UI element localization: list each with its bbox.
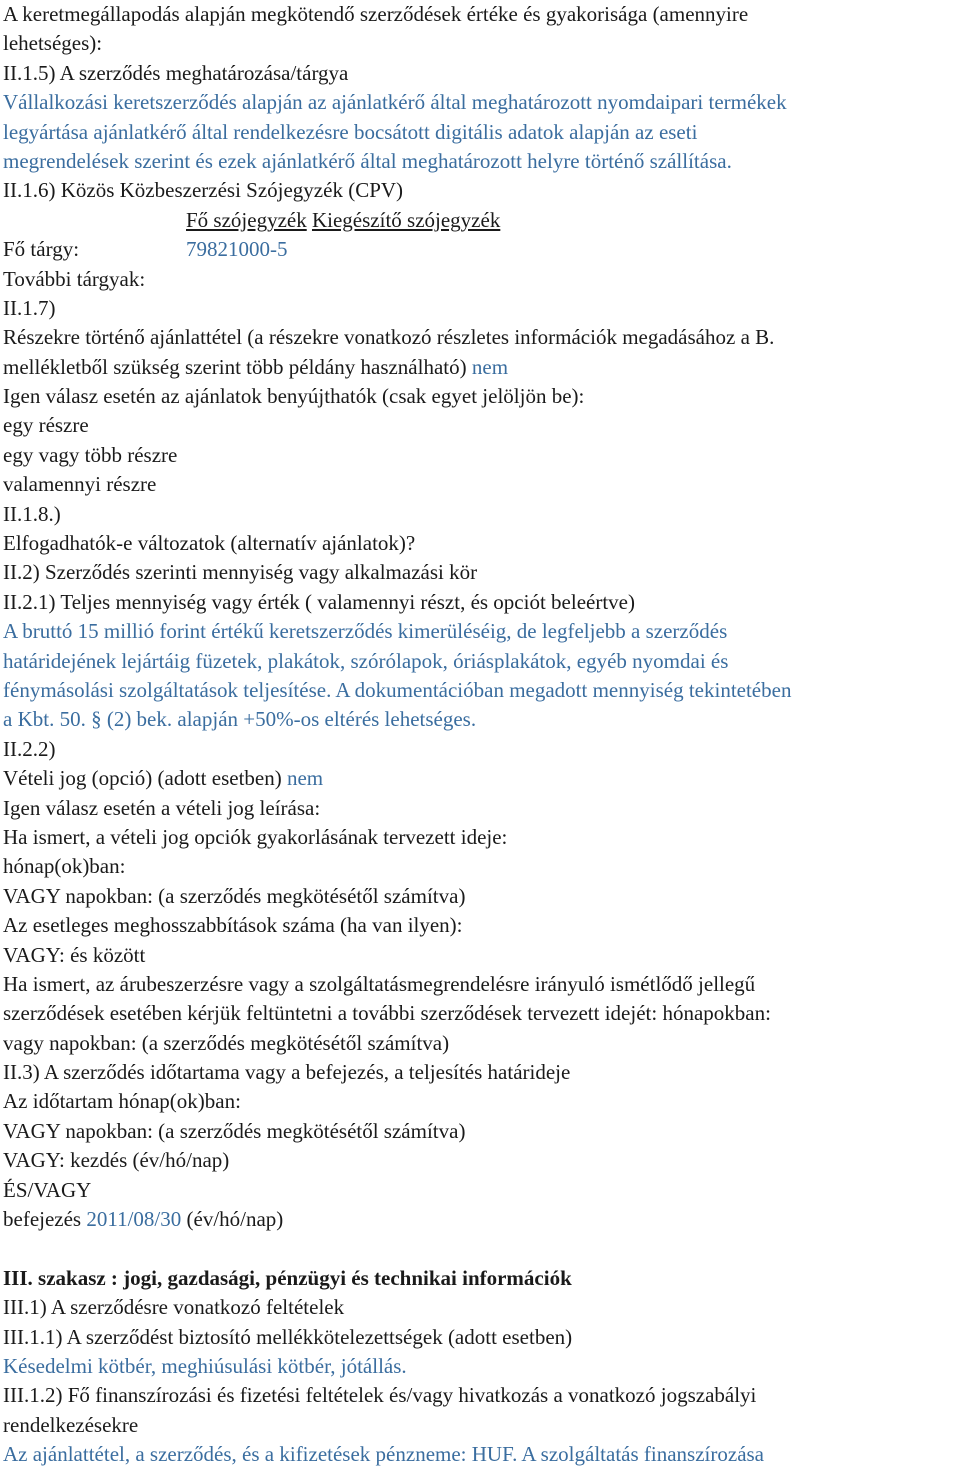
text-line: határidejének lejártáig füzetek, plakátok, szórólapok, óriásplakátok, egyéb nyomdai és [3,648,729,673]
text-line: II.1.6) Közös Közbeszerzési Szójegyzék (CPV) [3,178,404,203]
end-date-prefix: befejezés [3,1207,87,1232]
text-line: Az esetleges meghosszabbítások száma (ha van ilyen): [3,913,463,938]
cpv-main-code: 79821000-5 [186,237,288,262]
text-line: II.2) Szerződés szerinti mennyiség vagy alkalmazási kör [3,560,478,585]
text-line: III.1) A szerződésre vonatkozó feltételek [3,1295,345,1320]
text-line: A bruttó 15 millió forint értékű keretszerződés kimerüléséig, de legfeljebb a szerződés [3,619,728,644]
text-line: A keretmegállapodás alapján megkötendő szerződések értéke és gyakorisága (amennyire [3,2,749,26]
text-line: II.2.1) Teljes mennyiség vagy érték ( valamennyi részt, és opciót beleértve) [3,589,635,614]
lots-answer-line [3,353,954,382]
text-line: megrendelések szerint és ezek ajánlatkérő által meghatározott helyre történő szállítása. [3,148,732,173]
main-object-label: Fő tárgy: [3,237,80,262]
text-line: Igen válasz esetén a vételi jog leírása: [3,795,321,820]
text-line: szerződések esetében kérjük feltüntetni a további szerződések tervezett idejét: hónapokban: [3,1001,771,1026]
text-line: legyártása ajánlatkérő által rendelkezésre bocsátott digitális adatok alapján az eseti [3,119,698,144]
text-line: II.3) A szerződés időtartama vagy a befejezés, a teljesítés határideje [3,1060,571,1085]
text-line: valamennyi részre [3,472,157,497]
option-answer-line [3,764,954,793]
text-line: Az ajánlattétel, a szerződés, és a kifizetések pénzneme: HUF. A szolgáltatás finanszírozása [3,1442,765,1467]
section-contract-subject [3,0,954,206]
end-date-suffix: (év/hó/nap) [181,1207,284,1232]
section-lots [3,294,954,353]
text-line: VAGY: és között [3,942,146,967]
text-line: ÉS/VAGY [3,1177,92,1202]
end-date-value: 2011/08/30 [86,1207,182,1232]
cpv-main-row [3,235,954,264]
text-line: egy részre [3,413,89,438]
text-line: a Kbt. 50. § (2) bek. alapján +50%-os eltérés lehetséges. [3,707,477,732]
text-line: Vállalkozási keretszerződés alapján az ajánlatkérő által meghatározott nyomdaipari termékek [3,90,787,115]
section-quantity [3,382,954,764]
text-line: hónap(ok)ban: [3,854,126,879]
text-line: VAGY napokban: (a szerződés megkötésétől számítva) [3,1118,466,1143]
text-line: Elfogadhatók-e változatok (alternatív ajánlatok)? [3,531,416,556]
text-line: Részekre történő ajánlattétel (a részekre vonatkozó részletes információk megadásához a B. [3,325,775,350]
lots-question-tail: mellékletből szükség szerint több példány használható) [3,354,472,379]
end-date-line [3,1205,954,1234]
option-answer: nem [286,766,324,791]
text-line: VAGY napokban: (a szerződés megkötésétől számítva) [3,883,466,908]
option-question: Vételi jog (opció) (adott esetben) [3,766,287,791]
section-iii-heading: III. szakasz : jogi, gazdasági, pénzügyi és technikai információk [3,1265,572,1290]
text-line: fénymásolási szolgáltatások teljesítése. A dokumentációban megadott mennyiség tekintetében [3,677,792,702]
text-line: Az időtartam hónap(ok)ban: [3,1089,241,1114]
lots-answer: nem [471,354,509,379]
text-line: egy vagy több részre [3,442,178,467]
text-line: rendelkezésekre [3,1412,139,1437]
section-conditions [3,1293,954,1469]
text-line: VAGY: kezdés (év/hó/nap) [3,1148,230,1173]
text-line: II.1.7) [3,295,56,320]
text-line: Ha ismert, az árubeszerzésre vagy a szolgáltatásmegrendelésre irányuló ismétlődő jellegű [3,971,756,996]
text-line: III.1.2) Fő finanszírozási és fizetési feltételek és/vagy hivatkozás a vonatkozó jogszabályi [3,1383,757,1408]
text-line: II.2.2) [3,736,56,761]
text-line: II.1.5) A szerződés meghatározása/tárgya [3,60,349,85]
text-line: III.1.1) A szerződést biztosító mellékkötelezettségek (adott esetben) [3,1324,573,1349]
main-vocab-label: Fő szójegyzék [186,207,307,232]
blank-line [3,1234,954,1263]
cpv-vocab-header [186,206,954,235]
section-duration [3,794,954,1205]
supplementary-vocab-label: Kiegészítő szójegyzék [311,207,501,232]
cpv-other-row [3,265,954,294]
text-line: II.1.8.) [3,501,61,526]
text-line: Ha ismert, a vételi jog opciók gyakorlásának tervezett ideje: [3,824,508,849]
text-line: vagy napokban: (a szerződés megkötésétől számítva) [3,1030,450,1055]
text-line: lehetséges): [3,31,103,56]
text-line: Igen válasz esetén az ajánlatok benyújthatók (csak egyet jelöljön be): [3,384,585,409]
other-objects-label: További tárgyak: [3,266,146,291]
text-line: Késedelmi kötbér, meghiúsulási kötbér, jótállás. [3,1353,407,1378]
